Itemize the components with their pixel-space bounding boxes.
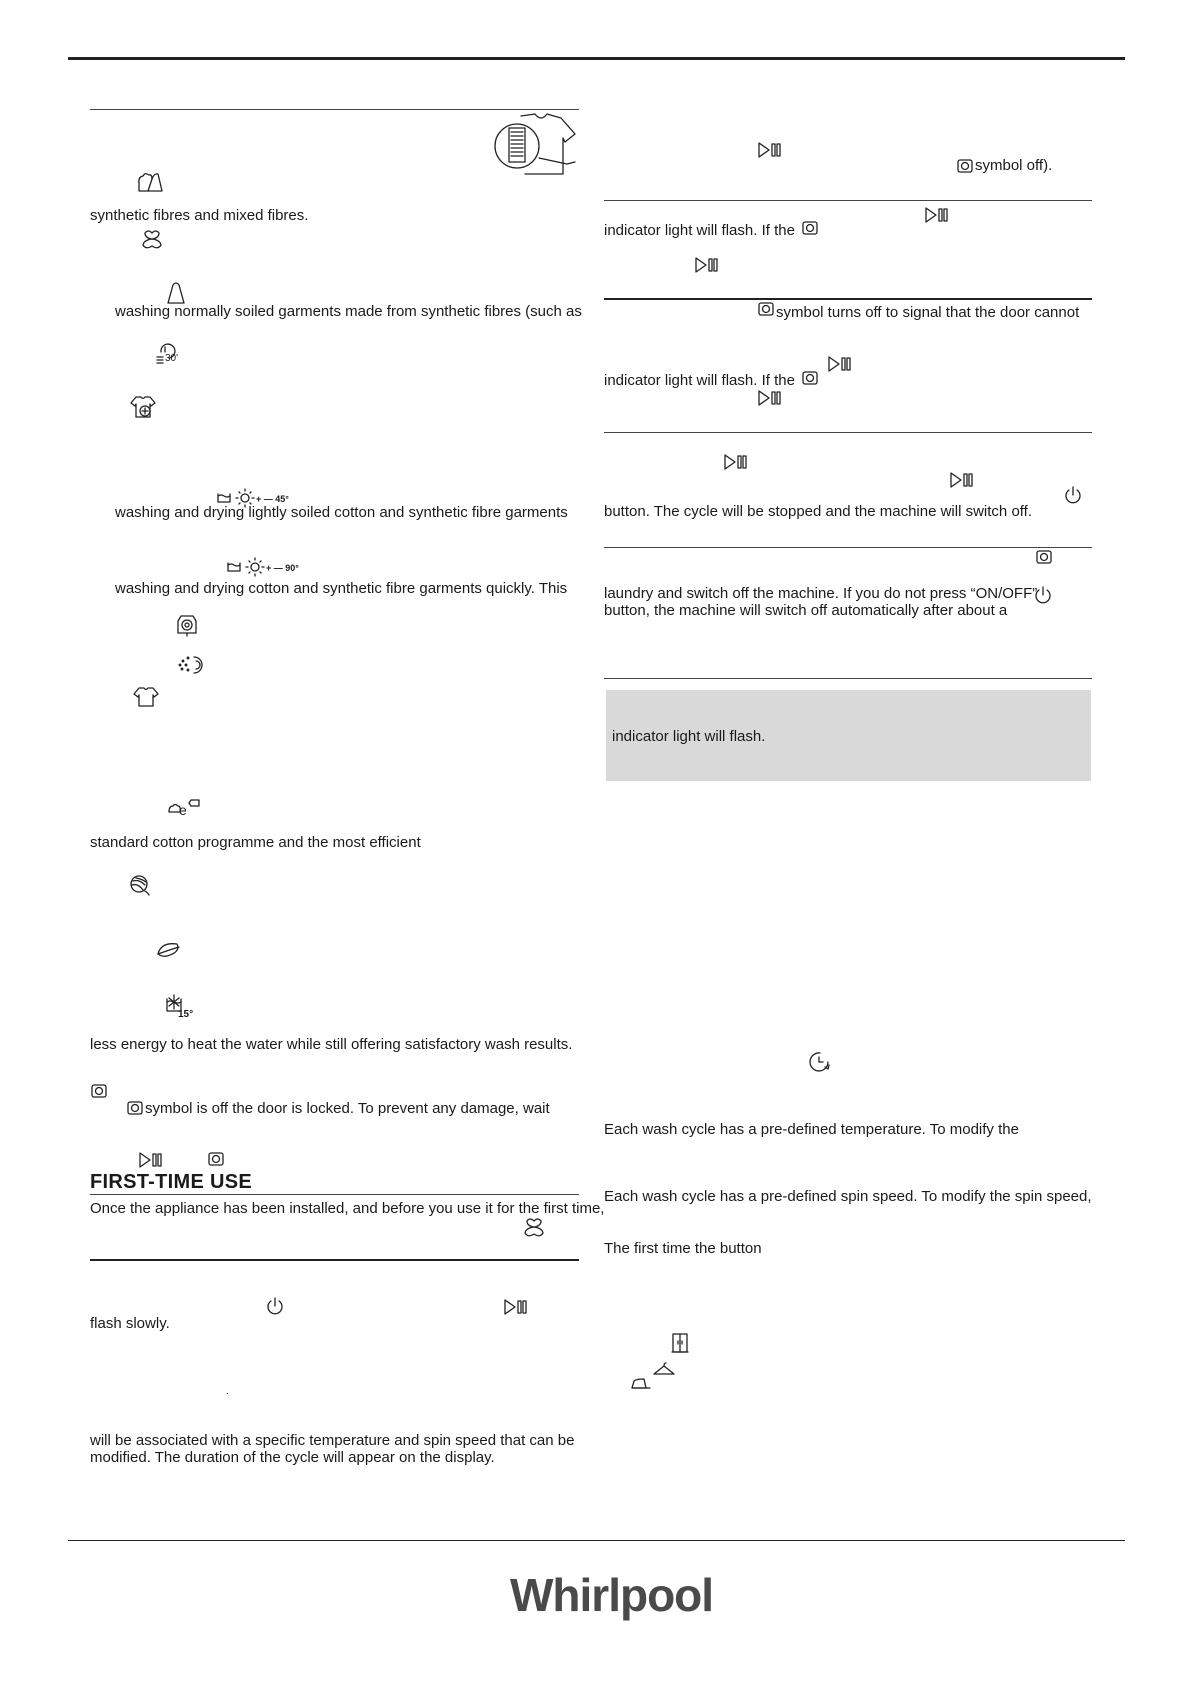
text-temp-predefined: Each wash cycle has a pre-defined temperature. To modify the (604, 1121, 1019, 1138)
start-pause-icon (827, 355, 853, 373)
text-standard-cotton: standard cotton programme and the most efficient (90, 834, 421, 851)
cold-wash-15-label: 15° (178, 1009, 194, 1020)
wash-dry-90-icon (225, 557, 265, 579)
right-section-rule (604, 678, 1092, 679)
shirts-icon (133, 686, 159, 708)
start-pause-icon (757, 141, 783, 159)
eco-40-60-icon (167, 796, 201, 818)
text-flash-slowly: flash slowly. (90, 1315, 170, 1332)
door-lock-icon (757, 301, 775, 317)
text-synthetic-mixed: synthetic fibres and mixed fibres. (90, 207, 309, 224)
wool-icon (128, 873, 152, 897)
start-pause-icon (757, 389, 783, 407)
text-first-time-button: The first time the button (604, 1240, 762, 1257)
page-top-rule (68, 57, 1125, 60)
cotton-icon (522, 1217, 546, 1239)
text-indicator-flash-2: indicator light will flash. If the (604, 372, 795, 389)
text-wash-dry-quick: washing and drying cotton and synthetic fibre garments quickly. This (115, 580, 568, 597)
first-time-use-rule (90, 1194, 579, 1195)
power-icon (265, 1296, 285, 1316)
cotton-icon (140, 229, 164, 251)
door-lock-icon (801, 370, 819, 386)
delay-timer-icon (808, 1050, 832, 1074)
care-label-illustration (495, 112, 579, 182)
text-less-energy: less energy to heat the water while still offering satisfactory wash results. (90, 1036, 573, 1053)
door-lock-icon (801, 220, 819, 236)
spin-drain-icon (176, 613, 198, 637)
iron-icon (630, 1375, 652, 1391)
power-icon (1033, 585, 1053, 605)
rinse-spin-icon (176, 651, 212, 675)
text-duration: modified. The duration of the cycle will appear on the display. (90, 1449, 495, 1466)
mixed-icon (136, 171, 164, 193)
text-switch-off-auto: button, the machine will switch off automatically after about a (604, 602, 1008, 619)
note-box-text: indicator light will flash. (612, 728, 766, 745)
dry-cupboard-icon (670, 1331, 690, 1355)
start-pause-icon (949, 471, 975, 489)
text-cycle-stopped: button. The cycle will be stopped and the machine will switch off. (604, 503, 1033, 520)
note-box (606, 690, 1091, 781)
heading-first-time-use: FIRST-TIME USE (90, 1171, 252, 1193)
text-spin-predefined: Each wash cycle has a pre-defined spin speed. To modify the spin speed, (604, 1188, 1092, 1205)
text-small-dot: . (226, 1386, 229, 1397)
brand-logo: Whirlpool (510, 1569, 714, 1621)
right-section-rule (604, 298, 1092, 300)
page-bottom-rule (68, 1540, 1125, 1541)
start-pause-icon (503, 1298, 529, 1316)
start-pause-icon (723, 453, 749, 471)
door-lock-icon (1035, 549, 1053, 565)
text-symbol-off: symbol off). (975, 157, 1053, 174)
text-symbol-turns-off: symbol turns off to signal that the door cannot (776, 304, 1080, 321)
text-wash-dry-light: washing and drying lightly soiled cotton and synthetic fibre garments (115, 504, 568, 521)
start-pause-icon (924, 206, 950, 224)
right-section-rule (604, 200, 1092, 201)
text-indicator-flash-1: indicator light will flash. If the (604, 222, 795, 239)
text-synthetic-garments: washing normally soiled garments made from synthetic fibres (such as (115, 303, 582, 320)
shirt-hygiene-icon (130, 395, 156, 419)
start-pause-icon (138, 1151, 164, 1169)
right-section-rule (604, 432, 1092, 433)
hanger-icon (652, 1361, 676, 1379)
door-lock-icon (90, 1083, 108, 1099)
text-door-locked: symbol is off the door is locked. To prevent any damage, wait (145, 1100, 550, 1117)
wash-dry-45-label: + — 45° (256, 494, 289, 504)
text-associated: will be associated with a specific temperature and spin speed that can be (90, 1432, 575, 1449)
door-lock-icon (126, 1100, 144, 1116)
rapid-30-label: 30' (165, 353, 179, 364)
delicates-leaf-icon (155, 938, 185, 960)
svg-text:e: e (179, 802, 187, 818)
door-lock-icon (207, 1151, 225, 1167)
right-section-rule (604, 547, 1092, 548)
text-laundry-switch-off: laundry and switch off the machine. If you do not press “ON/OFF” (604, 585, 1038, 602)
left-section-rule (90, 109, 579, 110)
door-lock-icon (956, 158, 974, 174)
wash-dry-90-label: + — 90° (266, 563, 299, 573)
synthetic-icon (165, 281, 187, 305)
power-icon (1063, 485, 1083, 505)
text-once-installed: Once the appliance has been installed, and before you use it for the first time, (90, 1200, 605, 1217)
start-pause-icon (694, 256, 720, 274)
left-section-rule (90, 1259, 579, 1261)
